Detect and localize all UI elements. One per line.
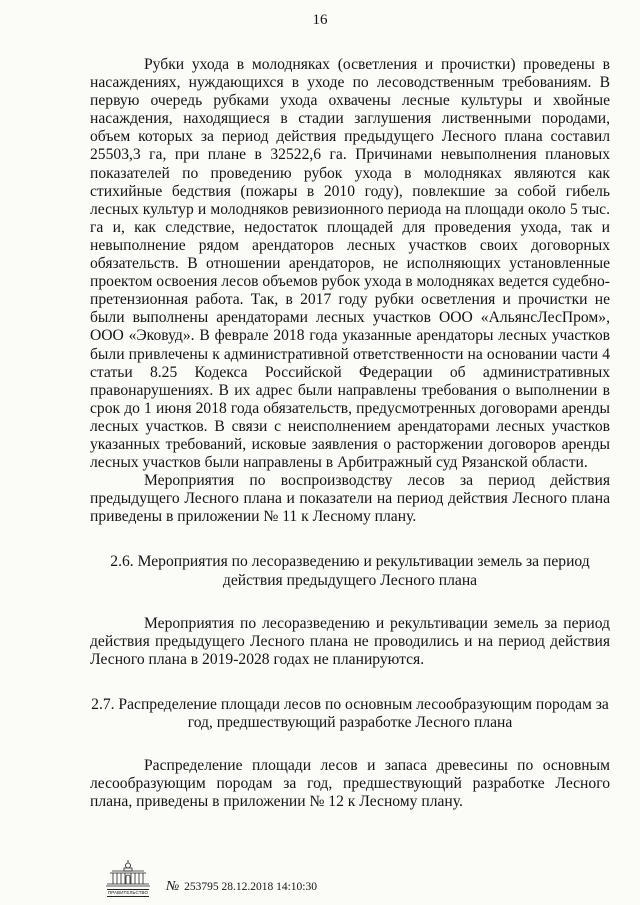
emblem-caption: ПРАВИТЕЛЬСТВО [107, 890, 149, 895]
paragraph-thinning-results: Рубки ухода в молодняках (осветления и прочистки) проведены в насаждениях, нуждающихся в уходе по лесоводственным требованиям. В первую очередь рубками ухода охвачены лесные культуры и хвойные насаждения, находящиеся в стадии заглушения лиственными породами, объем которых за период действия предыдущего Лесного плана составил 25503,3 га, при плане в 32522,6 га. Причинами невыполнения плановых показателей по проведению рубок ухода в молодняках являются как стихийные бедствия (пожары в 2010 году), повлекшие за собой гибель лесных культур и молодняков ревизионного периода на площади около 5 тыс. га и, как следствие, недостаток площадей для проведения ухода, так и невыполнение рядом арендаторов лесных участков своих договорных обязательств. В отношении арендаторов, не исполняющих установленные проектом освоения лесов объемов рубок ухода в молодняках ведется судебно-претензионная работа. Так, в 2017 году рубки осветления и прочистки не были выполнены арендаторами лесных участков ООО «АльянсЛесПром», ООО «Эковуд». В феврале 2018 года указанные арендаторы лесных участков были привлечены к административной ответственности на основании части 4 статьи 8.25 Кодекса Российской Федерации об административных правонарушениях. В их адрес были направлены требования о выполнении в срок до 1 июня 2018 года обязательств, предусмотренных договорами аренды лесных участков. В связи с неисполнением арендаторами лесных участков указанных требований, исковые заявления о расторжении договоров аренды лесных участков были направлены в Арбитражный суд Рязанской области. [90, 56, 610, 472]
page-number: 16 [312, 12, 328, 28]
paragraph-species-distribution: Распределение площади лесов и запаса древесины по основным лесообразующим породам за год, предшествующий разработке Лесного плана, приведены в приложении № 12 к Лесному плану. [90, 757, 610, 811]
emblem [104, 858, 152, 897]
government-building-icon [104, 858, 152, 888]
number-sign: № [166, 879, 180, 894]
section-heading-2-6: 2.6. Мероприятия по лесоразведению и рекультивации земель за период действия предыдущего Лесного плана [110, 553, 590, 589]
page-body [90, 56, 610, 811]
registration-footer [104, 858, 317, 897]
registration-stamp [166, 879, 317, 895]
registration-number-datetime: 253795 28.12.2018 14:10:30 [184, 881, 317, 893]
paragraph-reproduction-measures: Мероприятия по воспроизводству лесов за период действия предыдущего Лесного плана и показатели на период действия Лесного плана приведены в приложении № 11 к Лесному плану. [90, 472, 610, 526]
paragraph-afforestation: Мероприятия по лесоразведению и рекультивации земель за период действия предыдущего Лесного плана не проводились и на период действия Лесного плана в 2019-2028 годах не планируются. [90, 614, 610, 668]
section-heading-2-7: 2.7. Распределение площади лесов по основным лесообразующим породам за год, предшествующий разработке Лесного плана [91, 695, 609, 731]
